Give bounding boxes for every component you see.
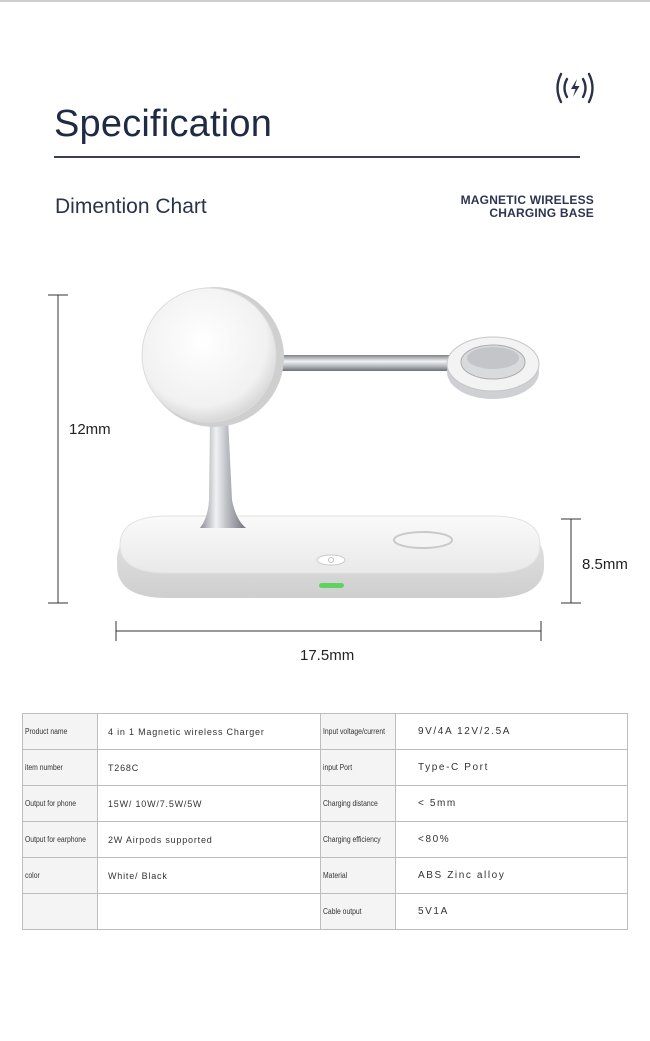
stand-pole <box>200 418 246 528</box>
table-row <box>23 714 628 750</box>
watch-charger-head <box>447 337 539 399</box>
spec-value: 9V/4A 12V/2.5A <box>396 714 628 750</box>
spec-key: Charging efficiency <box>321 822 396 858</box>
spec-value: ABS Zinc alloy <box>396 858 628 894</box>
table-row <box>23 750 628 786</box>
spec-value: < 5mm <box>396 786 628 822</box>
spec-key: Charging distance <box>321 786 396 822</box>
product-dimension-diagram <box>0 260 650 680</box>
spec-key: Output for earphone <box>23 822 98 858</box>
spec-key: Cable output <box>321 894 396 930</box>
section-title: Dimention Chart <box>55 195 207 218</box>
phone-charger-disc <box>142 287 284 427</box>
spec-value: 5V1A <box>396 894 628 930</box>
spec-value: 4 in 1 Magnetic wireless Charger <box>98 714 321 750</box>
spec-key: Output for phone <box>23 786 98 822</box>
charger-base <box>117 516 544 598</box>
spec-key <box>23 894 98 930</box>
spec-value <box>98 894 321 930</box>
table-row <box>23 858 628 894</box>
title-divider <box>54 156 580 158</box>
spec-value: Type-C Port <box>396 750 628 786</box>
table-row <box>23 786 628 822</box>
table-row <box>23 822 628 858</box>
table-row <box>23 894 628 930</box>
product-tag <box>461 194 594 220</box>
spec-value: <80% <box>396 822 628 858</box>
width-label: 17.5mm <box>300 647 355 664</box>
spec-value: White/ Black <box>98 858 321 894</box>
spec-key: color <box>23 858 98 894</box>
page-title: Specification <box>54 103 273 145</box>
product-tag-line2: CHARGING BASE <box>489 206 594 220</box>
width-dimension-line <box>116 621 541 641</box>
spec-value: T268C <box>98 750 321 786</box>
spec-table <box>22 713 628 930</box>
spec-value: 15W/ 10W/7.5W/5W <box>98 786 321 822</box>
spec-key: Product name <box>23 714 98 750</box>
height-dimension-line <box>48 295 68 603</box>
base-height-dimension-line <box>561 519 581 603</box>
base-height-label: 8.5mm <box>582 556 628 573</box>
spec-key: item number <box>23 750 98 786</box>
spec-value: 2W Airpods supported <box>98 822 321 858</box>
product-tag-line1: MAGNETIC WIRELESS <box>460 193 594 207</box>
spec-key: input Port <box>321 750 396 786</box>
stand-arm <box>268 355 458 371</box>
spec-key: Material <box>321 858 396 894</box>
height-label: 12mm <box>69 421 111 438</box>
top-border <box>0 0 650 2</box>
wireless-charging-icon <box>553 70 597 106</box>
spec-key: Input voltage/current <box>321 714 396 750</box>
